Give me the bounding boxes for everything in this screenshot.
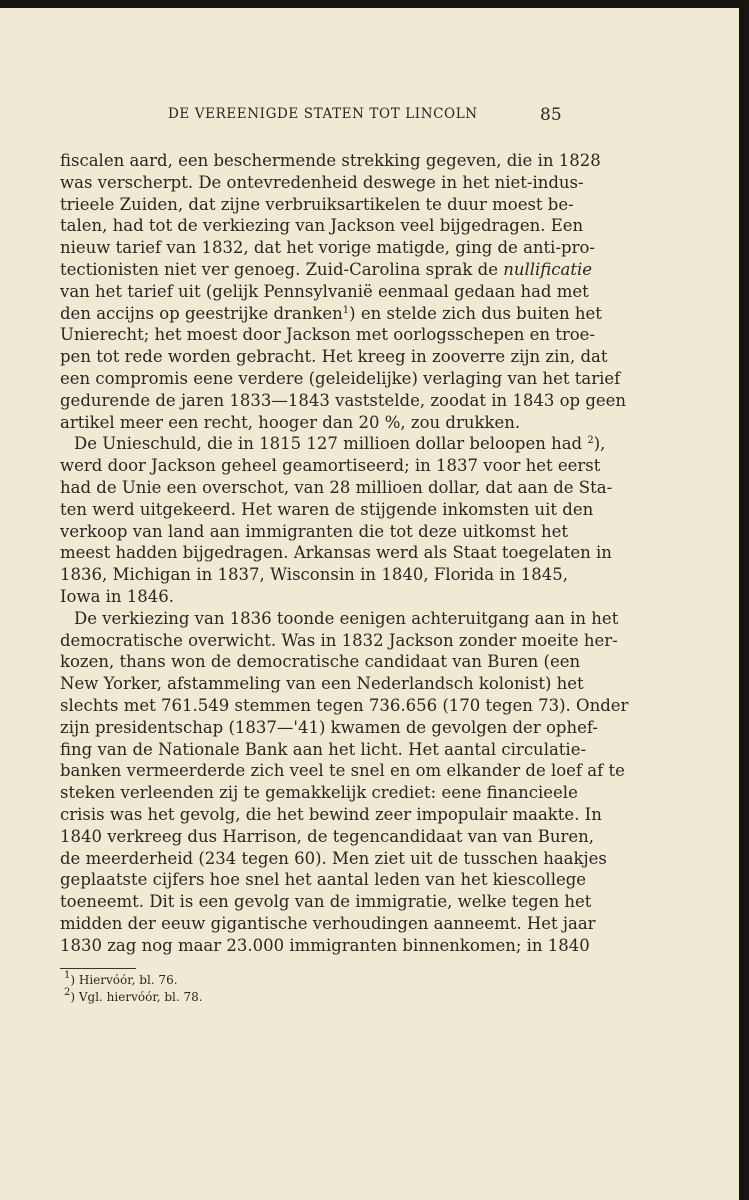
running-title: DE VEREENIGDE STATEN TOT LINCOLN xyxy=(168,106,478,122)
footnote-mark: 2 xyxy=(64,987,71,998)
page-number: 85 xyxy=(540,105,562,125)
text-line xyxy=(60,259,593,281)
footnote-mark: 2 xyxy=(587,435,594,447)
text-line: fiscalen aard, een beschermende strekking gegeven, die in 1828 xyxy=(60,151,601,170)
text-line: had de Unie een overschot, van 28 millioen dollar, dat aan de Sta- xyxy=(60,477,613,497)
text-line: verkoop van land aan immigranten die tot deze uitkomst het xyxy=(60,521,568,541)
text-line: gedurende de jaren 1833—1843 vaststelde, zoodat in 1843 op geen xyxy=(60,390,627,410)
footnote-mark: 1 xyxy=(342,304,350,316)
text-segment: den accijns op geestrijke dranken xyxy=(60,303,343,323)
text-line: meest hadden bijgedragen. Arkansas werd als Staat toegelaten in xyxy=(60,543,612,563)
body-text xyxy=(60,150,629,956)
footnote-mark: 1 xyxy=(64,970,71,981)
text-line: trieele Zuiden, dat zijne verbruiksartikelen te duur moest be- xyxy=(60,194,574,214)
text-line: toeneemt. Dit is een gevolg van de immigratie, welke tegen het xyxy=(60,892,592,912)
text-line: fing van de Nationale Bank aan het licht. Het aantal circulatie- xyxy=(60,739,587,759)
text-line xyxy=(60,303,602,325)
text-line: artikel meer een recht, hooger dan 20 %, zou drukken. xyxy=(60,412,521,432)
text-line: Iowa in 1846. xyxy=(60,586,175,606)
italic-term: nullificatie xyxy=(503,259,593,279)
text-line: De verkiezing van 1836 toonde eenigen achteruitgang aan in het xyxy=(74,608,619,628)
text-line: ten werd uitgekeerd. Het waren de stijgende inkomsten uit den xyxy=(60,499,594,519)
text-line: geplaatste cijfers hoe snel het aantal leden van het kiescollege xyxy=(60,870,587,890)
text-line: kozen, thans won de democratische candidaat van Buren (een xyxy=(60,652,581,672)
text-segment: ), xyxy=(593,434,606,454)
text-line: steken verleenden zij te gemakkelijk crediet: eene financieele xyxy=(60,783,578,803)
text-segment: ) en stelde zich dus buiten het xyxy=(349,303,602,323)
footnote xyxy=(64,989,203,1006)
text-line: slechts met 761.549 stemmen tegen 736.656 (170 tegen 73). Onder xyxy=(60,695,629,715)
text-line: 1836, Michigan in 1837, Wisconsin in 1840, Florida in 1845, xyxy=(60,565,568,585)
text-line: Unierecht; het moest door Jackson met oorlogsschepen en troe- xyxy=(60,325,596,345)
footnote-text: ) Hiervóór, bl. 76. xyxy=(70,973,178,987)
text-line: New Yorker, afstammeling van een Nederlandsch kolonist) het xyxy=(60,674,584,694)
footnote-divider xyxy=(60,968,136,969)
text-segment: tectionisten niet ver genoeg. Zuid-Carolina sprak de xyxy=(60,259,504,279)
text-line: werd door Jackson geheel geamortiseerd; in 1837 voor het eerst xyxy=(60,456,601,476)
text-line: was verscherpt. De ontevredenheid deswege in het niet-indus- xyxy=(60,172,584,192)
text-line: banken vermeerderde zich veel te snel en om elkander de loef af te xyxy=(60,761,625,781)
text-line: 1840 verkreeg dus Harrison, de tegencandidaat van van Buren, xyxy=(60,826,595,846)
text-line: democratische overwicht. Was in 1832 Jackson zonder moeite her- xyxy=(60,630,618,650)
text-line: de meerderheid (234 tegen 60). Men ziet uit de tusschen haakjes xyxy=(60,848,607,868)
footnote xyxy=(64,972,203,989)
text-line: midden der eeuw gigantische verhoudingen aanneemt. Het jaar xyxy=(60,913,596,933)
text-line: pen tot rede worden gebracht. Het kreeg in zooverre zijn zin, dat xyxy=(60,347,608,367)
text-line: een compromis eene verdere (geleidelijke) verlaging van het tarief xyxy=(60,368,621,388)
text-line: zijn presidentschap (1837—'41) kwamen de gevolgen der ophef- xyxy=(60,717,598,737)
text-line: 1830 zag nog maar 23.000 immigranten binnenkomen; in 1840 xyxy=(60,935,590,955)
text-line: van het tarief uit (gelijk Pennsylvanië eenmaal gedaan had met xyxy=(60,281,589,301)
text-line: talen, had tot de verkiezing van Jackson veel bijgedragen. Een xyxy=(60,216,584,236)
text-segment: De Unieschuld, die in 1815 127 millioen dollar beloopen had xyxy=(74,434,588,454)
text-line: nieuw tarief van 1832, dat het vorige matigde, ging de anti-pro- xyxy=(60,238,595,258)
footnotes xyxy=(64,972,203,1006)
text-line: crisis was het gevolg, die het bewind zeer impopulair maakte. In xyxy=(60,804,602,824)
footnote-text: ) Vgl. hiervóór, bl. 78. xyxy=(70,990,203,1004)
text-line xyxy=(60,433,606,455)
